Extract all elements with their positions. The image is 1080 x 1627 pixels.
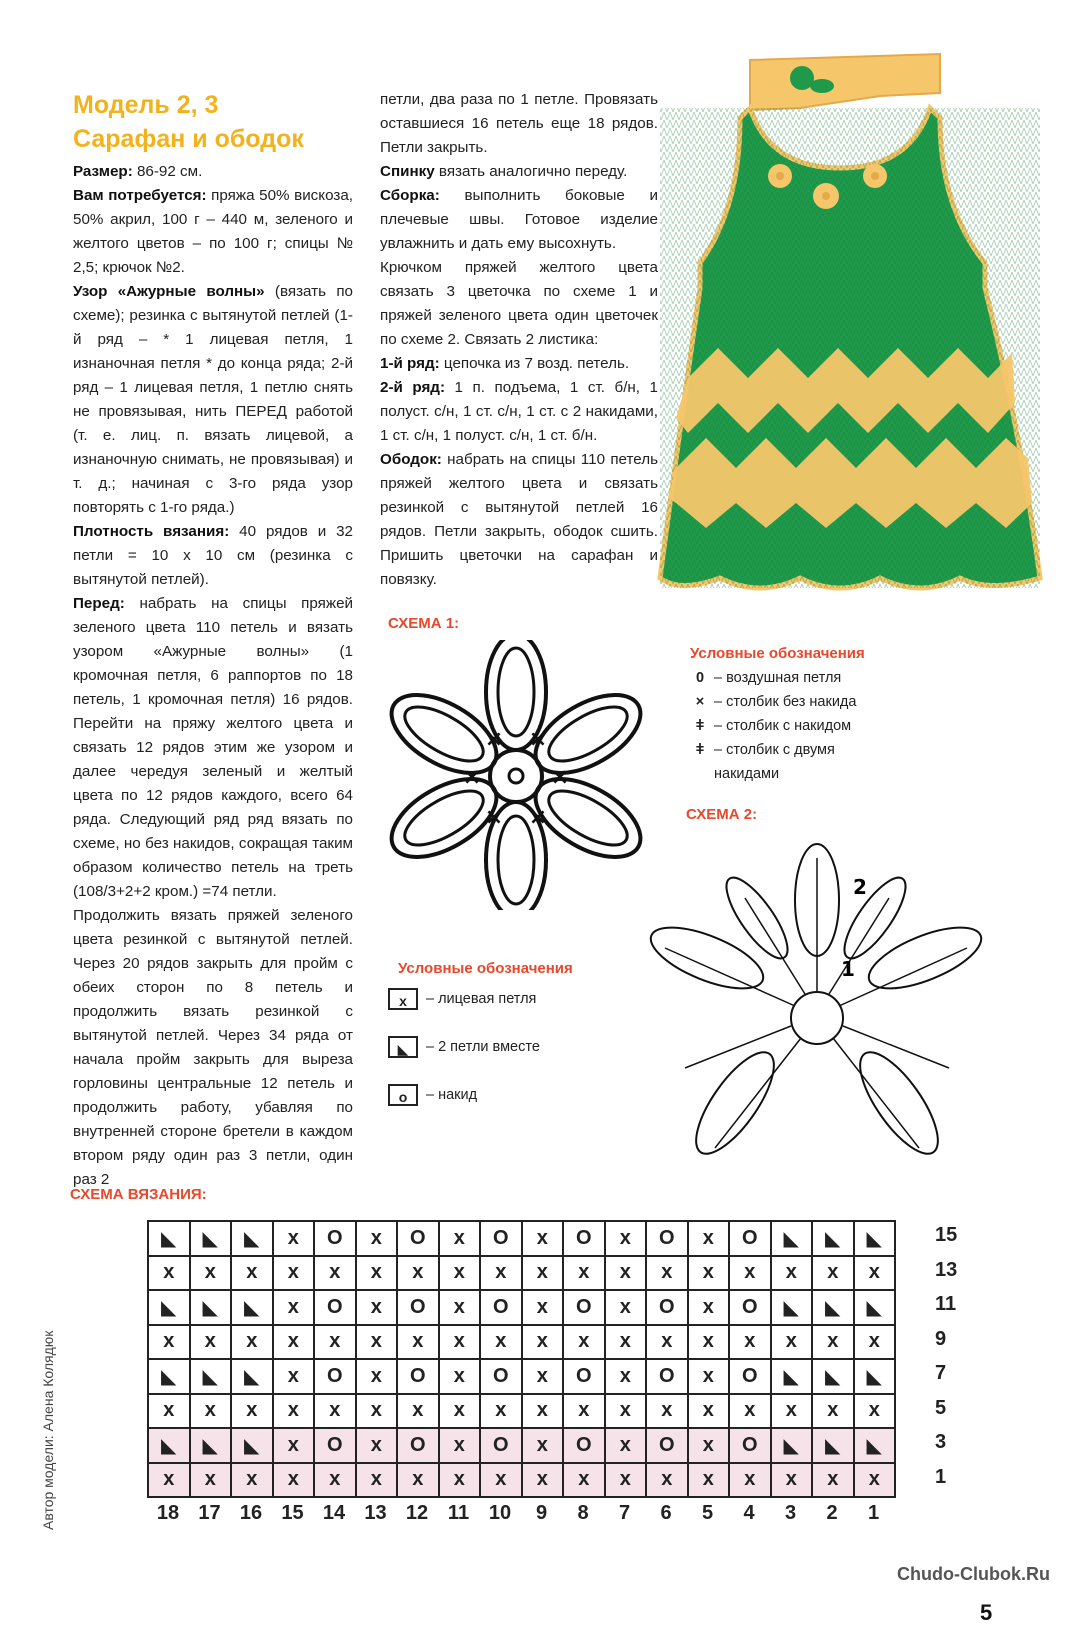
chart-cell: x bbox=[729, 1256, 771, 1291]
chart-column-label: 18 bbox=[156, 1502, 180, 1524]
chart-row bbox=[148, 1256, 895, 1291]
chart-cell: x bbox=[605, 1290, 647, 1325]
scheme2-diagram bbox=[645, 838, 990, 1173]
chart-cell: x bbox=[522, 1325, 564, 1360]
chart-cell: ◣ bbox=[771, 1290, 813, 1325]
chart-cell: x bbox=[729, 1394, 771, 1429]
chart-cell: O bbox=[480, 1428, 522, 1463]
back-label: Спинку bbox=[380, 163, 435, 180]
size-text: 86-92 см. bbox=[132, 163, 203, 180]
knit-legend-item-knit: x – лицевая петля bbox=[388, 988, 536, 1010]
chart-cell: x bbox=[356, 1463, 398, 1498]
chart-row-label: 9 bbox=[935, 1327, 947, 1350]
chart-cell: x bbox=[231, 1325, 273, 1360]
chart-cell: x bbox=[771, 1463, 813, 1498]
chart-cell: ◣ bbox=[854, 1221, 896, 1256]
chart-column-label: 1 bbox=[867, 1502, 880, 1524]
chart-cell: ◣ bbox=[190, 1290, 232, 1325]
chart-cell: x bbox=[522, 1221, 564, 1256]
chart-cell: ◣ bbox=[771, 1221, 813, 1256]
chart-cell: x bbox=[439, 1221, 481, 1256]
chart-cell: O bbox=[397, 1428, 439, 1463]
chart-cell: x bbox=[356, 1221, 398, 1256]
headband-label: Ободок: bbox=[380, 451, 442, 468]
chart-cell: x bbox=[605, 1463, 647, 1498]
chart-cell: x bbox=[273, 1256, 315, 1291]
chart-column-label: 12 bbox=[405, 1502, 429, 1524]
chart-row-label: 7 bbox=[935, 1362, 947, 1384]
chart-cell: x bbox=[356, 1256, 398, 1291]
legend-item-dc: ǂ – столбик с накидом bbox=[690, 714, 865, 738]
chart-cell: x bbox=[148, 1463, 190, 1498]
chart-cell: x bbox=[812, 1325, 854, 1360]
scheme1-label: СХЕМА 1: bbox=[388, 615, 460, 632]
assembly-label: Сборка: bbox=[380, 187, 440, 204]
knitting-chart-title: СХЕМА ВЯЗАНИЯ: bbox=[70, 1186, 207, 1203]
double-crochet-icon: ǂ bbox=[695, 718, 705, 734]
title-line-1: Модель 2, 3 bbox=[73, 91, 219, 119]
chart-cell: O bbox=[397, 1290, 439, 1325]
chart-cell: x bbox=[190, 1394, 232, 1429]
chart-cell: x bbox=[646, 1256, 688, 1291]
chart-cell: x bbox=[314, 1256, 356, 1291]
chart-cell: x bbox=[439, 1325, 481, 1360]
gauge-label: Плотность вязания: bbox=[73, 523, 230, 540]
chart-cell: ◣ bbox=[812, 1221, 854, 1256]
page-number: 5 bbox=[980, 1600, 993, 1625]
chart-cell: x bbox=[356, 1359, 398, 1394]
chart-row bbox=[148, 1359, 895, 1394]
chart-cell: x bbox=[480, 1463, 522, 1498]
yarn-over-icon: o bbox=[388, 1084, 418, 1106]
svg-text:×: × bbox=[528, 727, 548, 752]
chart-cell: x bbox=[522, 1290, 564, 1325]
chart-cell: ◣ bbox=[854, 1428, 896, 1463]
crochet-text: Крючком пряжей желтого цвета связать 3 цветочка по схеме 1 и пряжей зеленого цвета один цветочек по схеме 2. Связать 2 листика: bbox=[380, 259, 658, 348]
chart-column-label: 13 bbox=[364, 1502, 387, 1524]
chart-cell: x bbox=[854, 1256, 896, 1291]
chart-cell: O bbox=[729, 1428, 771, 1463]
chart-column-label: 6 bbox=[660, 1502, 672, 1524]
chart-cell: O bbox=[314, 1221, 356, 1256]
chart-cell: x bbox=[148, 1256, 190, 1291]
knit-stitch-icon: x bbox=[388, 988, 418, 1010]
chain-stitch-icon: 0 bbox=[695, 670, 705, 686]
chart-cell: x bbox=[771, 1394, 813, 1429]
chart-row bbox=[148, 1290, 895, 1325]
chart-cell: x bbox=[771, 1256, 813, 1291]
petal-loops bbox=[386, 640, 653, 910]
chart-cell: x bbox=[688, 1290, 730, 1325]
chart-cell: x bbox=[356, 1428, 398, 1463]
legend-item-sc: × – столбик без накида bbox=[690, 690, 865, 714]
chart-cell: x bbox=[273, 1394, 315, 1429]
k2tog-icon: ◣ bbox=[388, 1036, 418, 1058]
row1-label: 1-й ряд: bbox=[380, 355, 440, 372]
chart-cell: O bbox=[646, 1290, 688, 1325]
pattern-text: (вязать по схеме); резинка с вытянутой петлей (1-й ряд – * 1 лицевая петля, 1 изнаночная петля * до конца ряда; 2-й ряд – 1 лицевая петля, 1 петлю снять не провязывая, нить ПЕРЕД работой (т. е. лиц. п. вязать лицевой, а изнаночную снимать, не провязывая) и т. д.; начиная с 3-го ряда узор повторять с 1-го ряда.) bbox=[73, 283, 353, 516]
chart-cell: x bbox=[688, 1463, 730, 1498]
chart-cell: x bbox=[397, 1463, 439, 1498]
chart-cell: x bbox=[522, 1394, 564, 1429]
chart-cell: ◣ bbox=[812, 1359, 854, 1394]
chart-cell: ◣ bbox=[771, 1428, 813, 1463]
svg-text:×: × bbox=[550, 765, 570, 790]
chart-cell: x bbox=[812, 1256, 854, 1291]
chart-cell: x bbox=[356, 1290, 398, 1325]
chart-cell: x bbox=[688, 1256, 730, 1291]
chart-cell: ◣ bbox=[231, 1290, 273, 1325]
chart-row-label: 1 bbox=[935, 1465, 947, 1488]
chart-column-label: 16 bbox=[239, 1502, 263, 1524]
knit-legend-title: Условные обозначения bbox=[398, 960, 573, 977]
chart-cell: x bbox=[605, 1256, 647, 1291]
chart-cell: x bbox=[190, 1463, 232, 1498]
chart-row-label: 15 bbox=[935, 1224, 958, 1246]
scheme2-label: СХЕМА 2: bbox=[686, 806, 758, 823]
chart-row-label: 3 bbox=[935, 1431, 947, 1453]
chart-cell: O bbox=[563, 1359, 605, 1394]
chart-cell: x bbox=[563, 1463, 605, 1498]
chart-cell: x bbox=[563, 1256, 605, 1291]
chart-cell: x bbox=[522, 1256, 564, 1291]
chart-cell: x bbox=[314, 1463, 356, 1498]
scheme2-round-2: 2 bbox=[853, 875, 867, 899]
chart-cell: O bbox=[480, 1359, 522, 1394]
stitch-lines bbox=[665, 858, 967, 1148]
chart-cell: x bbox=[231, 1256, 273, 1291]
chart-cell: x bbox=[273, 1325, 315, 1360]
treble-crochet-icon: ǂ bbox=[695, 742, 705, 758]
chart-cell: x bbox=[729, 1325, 771, 1360]
legend-item-chain: 0 – воздушная петля bbox=[690, 666, 865, 690]
chart-cell: O bbox=[314, 1290, 356, 1325]
crochet-legend bbox=[690, 642, 865, 786]
svg-text:×: × bbox=[528, 805, 548, 830]
chart-cell: x bbox=[439, 1290, 481, 1325]
single-crochet-icon: × bbox=[695, 694, 705, 710]
chart-column-label: 3 bbox=[784, 1502, 797, 1524]
chart-cell: O bbox=[729, 1221, 771, 1256]
chart-cell: ◣ bbox=[190, 1359, 232, 1394]
chart-row bbox=[148, 1394, 895, 1429]
chart-cell: O bbox=[397, 1359, 439, 1394]
chart-cell: ◣ bbox=[812, 1290, 854, 1325]
chart-column-label: 11 bbox=[447, 1502, 470, 1524]
chart-row bbox=[148, 1428, 895, 1463]
chart-cell: O bbox=[646, 1428, 688, 1463]
materials-text: пряжа 50% вискоза, 50% акрил, 100 г – 440 м, зеленого и желтого цветов – по 100 г; спицы № 2,5; крючок №2. bbox=[73, 187, 353, 276]
chart-cell: O bbox=[314, 1428, 356, 1463]
chart-cell: x bbox=[854, 1463, 896, 1498]
chart-cell: O bbox=[563, 1428, 605, 1463]
chart-cell: x bbox=[563, 1325, 605, 1360]
chart-cell: x bbox=[522, 1428, 564, 1463]
chart-cell: ◣ bbox=[148, 1359, 190, 1394]
chart-cell: x bbox=[356, 1394, 398, 1429]
svg-text:×: × bbox=[462, 765, 482, 790]
chart-cell: x bbox=[397, 1256, 439, 1291]
chart-cell: ◣ bbox=[771, 1359, 813, 1394]
chart-cell: x bbox=[148, 1394, 190, 1429]
chart-cell: O bbox=[397, 1221, 439, 1256]
chart-cell: ◣ bbox=[231, 1221, 273, 1256]
chart-cell: x bbox=[439, 1359, 481, 1394]
chart-cell: x bbox=[480, 1394, 522, 1429]
instructions-column-1 bbox=[73, 160, 353, 1192]
chart-cell: x bbox=[688, 1325, 730, 1360]
chart-cell: x bbox=[563, 1394, 605, 1429]
chart-cell: ◣ bbox=[190, 1221, 232, 1256]
chart-cell: O bbox=[563, 1221, 605, 1256]
legend-item-tr: ǂ – столбик с двумя bbox=[690, 738, 865, 762]
chart-cell: x bbox=[480, 1256, 522, 1291]
svg-text:×: × bbox=[484, 805, 504, 830]
chart-cell: x bbox=[646, 1394, 688, 1429]
chart-cell: x bbox=[273, 1290, 315, 1325]
site-watermark: Chudo-Clubok.Ru bbox=[897, 1564, 1050, 1584]
chart-cell: ◣ bbox=[854, 1359, 896, 1394]
chart-cell: x bbox=[231, 1394, 273, 1429]
center-ring bbox=[791, 992, 843, 1044]
knit-legend-item-yo: o – накид bbox=[388, 1084, 477, 1106]
chart-cell: ◣ bbox=[190, 1428, 232, 1463]
chart-cell: x bbox=[480, 1325, 522, 1360]
chart-cell: x bbox=[148, 1325, 190, 1360]
chart-cell: x bbox=[771, 1325, 813, 1360]
author-credit: Автор модели: Алена Колядюк bbox=[40, 1330, 56, 1530]
chart-cell: ◣ bbox=[854, 1290, 896, 1325]
gauge-text: 40 рядов и 32 петли = 10 х 10 см (резинка с вытянутой петлей). bbox=[73, 523, 353, 588]
chart-cell: x bbox=[439, 1463, 481, 1498]
chart-column-label: 14 bbox=[322, 1502, 346, 1524]
chart-cell: x bbox=[854, 1394, 896, 1429]
chart-cell: x bbox=[273, 1221, 315, 1256]
chart-cell: x bbox=[522, 1359, 564, 1394]
chart-cell: x bbox=[439, 1428, 481, 1463]
chart-row bbox=[148, 1463, 895, 1498]
chart-cell: ◣ bbox=[231, 1359, 273, 1394]
chart-cell: ◣ bbox=[812, 1428, 854, 1463]
headband-text: набрать на спицы 110 петель пряжей желтого цвета и связать резинкой с вытянутой петлей 16 рядов. Петли закрыть, ободок сшить. Пришить цветочки на сарафан и повязку. bbox=[380, 451, 658, 588]
front-label: Перед: bbox=[73, 595, 125, 612]
row2-label: 2-й ряд: bbox=[380, 379, 446, 396]
continue-text: Продолжить вязать пряжей зеленого цвета резинкой с вытянутой петлей. Через 20 рядов закрыть для пройм с обеих сторон по 8 петель и продолжить вязать резинкой с вытянутой петлей. Через 34 ряда от начала пройм закрыть для выреза горловины центральные 12 петель и продолжить работу, убавляя по внутренней стороне бретели в каждом втором ряду один раз 3 петли, один раз 2 bbox=[73, 907, 353, 1188]
scheme2-round-1: 1 bbox=[841, 957, 855, 981]
chart-cell: x bbox=[646, 1325, 688, 1360]
chart-cell: x bbox=[812, 1463, 854, 1498]
chart-cell: x bbox=[812, 1394, 854, 1429]
chart-cell: O bbox=[314, 1359, 356, 1394]
pattern-label: Узор «Ажурные волны» bbox=[73, 283, 265, 300]
chart-cell: x bbox=[729, 1463, 771, 1498]
col2-intro: петли, два раза по 1 петле. Провязать оставшиеся 16 петель еще 18 рядов. Петли закрыть. bbox=[380, 91, 658, 156]
chart-row bbox=[148, 1325, 895, 1360]
chart-cell: x bbox=[397, 1394, 439, 1429]
chart-cell: ◣ bbox=[148, 1290, 190, 1325]
instructions-column-2 bbox=[380, 88, 658, 592]
assembly-text: выполнить боковые и плечевые швы. Готовое изделие увлажнить и дать ему высохнуть. bbox=[380, 187, 658, 252]
chart-cell: x bbox=[231, 1463, 273, 1498]
chart-cell: ◣ bbox=[148, 1428, 190, 1463]
chart-cell: x bbox=[646, 1463, 688, 1498]
chart-cell: O bbox=[646, 1221, 688, 1256]
materials-label: Вам потребуется: bbox=[73, 187, 207, 204]
headband bbox=[750, 54, 940, 110]
chart-column-label: 5 bbox=[701, 1502, 714, 1524]
chart-cell: O bbox=[480, 1290, 522, 1325]
size-label: Размер: bbox=[73, 163, 133, 180]
title-line-2: Сарафан и ободок bbox=[73, 125, 304, 153]
chart-cell: x bbox=[314, 1394, 356, 1429]
chart-cell: x bbox=[605, 1394, 647, 1429]
chart-cell: x bbox=[605, 1428, 647, 1463]
chart-cell: x bbox=[273, 1463, 315, 1498]
chart-column-label: 4 bbox=[743, 1502, 755, 1524]
chart-cell: O bbox=[563, 1290, 605, 1325]
row2-text: 1 п. подъема, 1 ст. б/н, 1 полуст. с/н, 1 ст. с/н, 1 ст. с 2 накидами, 1 ст. с/н, 1 полуст. с/н, 1 ст. б/н. bbox=[380, 379, 659, 444]
chart-cell: O bbox=[729, 1359, 771, 1394]
crochet-legend-title: Условные обозначения bbox=[690, 645, 865, 662]
back-text: вязать аналогично переду. bbox=[434, 163, 628, 180]
chart-cell: ◣ bbox=[148, 1221, 190, 1256]
chart-cell: x bbox=[605, 1359, 647, 1394]
knitting-chart bbox=[147, 1220, 896, 1498]
chart-row-label: 13 bbox=[935, 1258, 958, 1281]
chart-cell: x bbox=[397, 1325, 439, 1360]
scheme1-diagram bbox=[386, 640, 656, 910]
chart-column-label: 9 bbox=[535, 1502, 548, 1524]
row1-text: цепочка из 7 возд. петель. bbox=[439, 355, 630, 372]
chart-cell: O bbox=[480, 1221, 522, 1256]
chart-cell: x bbox=[688, 1359, 730, 1394]
front-text: набрать на спицы пряжей зеленого цвета 110 петель и вязать узором «Ажурные волны» (1 кромочная петля, 6 раппортов по 18 петель, 1 кромочная петля) 16 рядов. Перейти на пряжу желтого цвета и связать 12 рядов этим же узором и далее чередуя зеленый и желтый цвета по 12 рядов каждого, всего 64 ряда. Следующий ряд ряд вязать по схеме, но без накидов, сокращая таким образом количество петель на треть (108/3+2+2 кром.) =74 петли. bbox=[73, 595, 353, 900]
legend-item-tr-cont: накидами bbox=[714, 766, 780, 782]
chart-cell: x bbox=[688, 1221, 730, 1256]
chart-cell: x bbox=[190, 1325, 232, 1360]
chart-column-label: 2 bbox=[826, 1502, 838, 1524]
chart-cell: x bbox=[190, 1256, 232, 1291]
knit-legend-item-k2tog: ◣ – 2 петли вместе bbox=[388, 1036, 540, 1058]
chart-cell: x bbox=[273, 1428, 315, 1463]
chart-cell: x bbox=[688, 1428, 730, 1463]
chart-row-label: 11 bbox=[935, 1293, 957, 1315]
chart-column-label: 15 bbox=[281, 1502, 304, 1524]
chart-column-label: 17 bbox=[198, 1502, 221, 1524]
chart-cell: x bbox=[356, 1325, 398, 1360]
chart-cell: x bbox=[273, 1359, 315, 1394]
chart-cell: x bbox=[605, 1221, 647, 1256]
chart-column-label: 8 bbox=[577, 1502, 589, 1524]
chart-cell: x bbox=[854, 1325, 896, 1360]
svg-text:×: × bbox=[484, 727, 504, 752]
chart-cell: O bbox=[646, 1359, 688, 1394]
chart-cell: x bbox=[439, 1256, 481, 1291]
chart-cell: ◣ bbox=[231, 1428, 273, 1463]
chart-row-label: 5 bbox=[935, 1396, 947, 1419]
page-title bbox=[73, 88, 304, 156]
chart-cell: x bbox=[439, 1394, 481, 1429]
chart-cell: O bbox=[729, 1290, 771, 1325]
chart-cell: x bbox=[314, 1325, 356, 1360]
chart-column-label: 7 bbox=[618, 1502, 631, 1524]
chart-cell: x bbox=[688, 1394, 730, 1429]
chart-cell: x bbox=[522, 1463, 564, 1498]
chart-column-label: 10 bbox=[488, 1502, 512, 1524]
chart-row bbox=[148, 1221, 895, 1256]
dress-photo bbox=[640, 48, 1060, 608]
chart-cell: x bbox=[605, 1325, 647, 1360]
